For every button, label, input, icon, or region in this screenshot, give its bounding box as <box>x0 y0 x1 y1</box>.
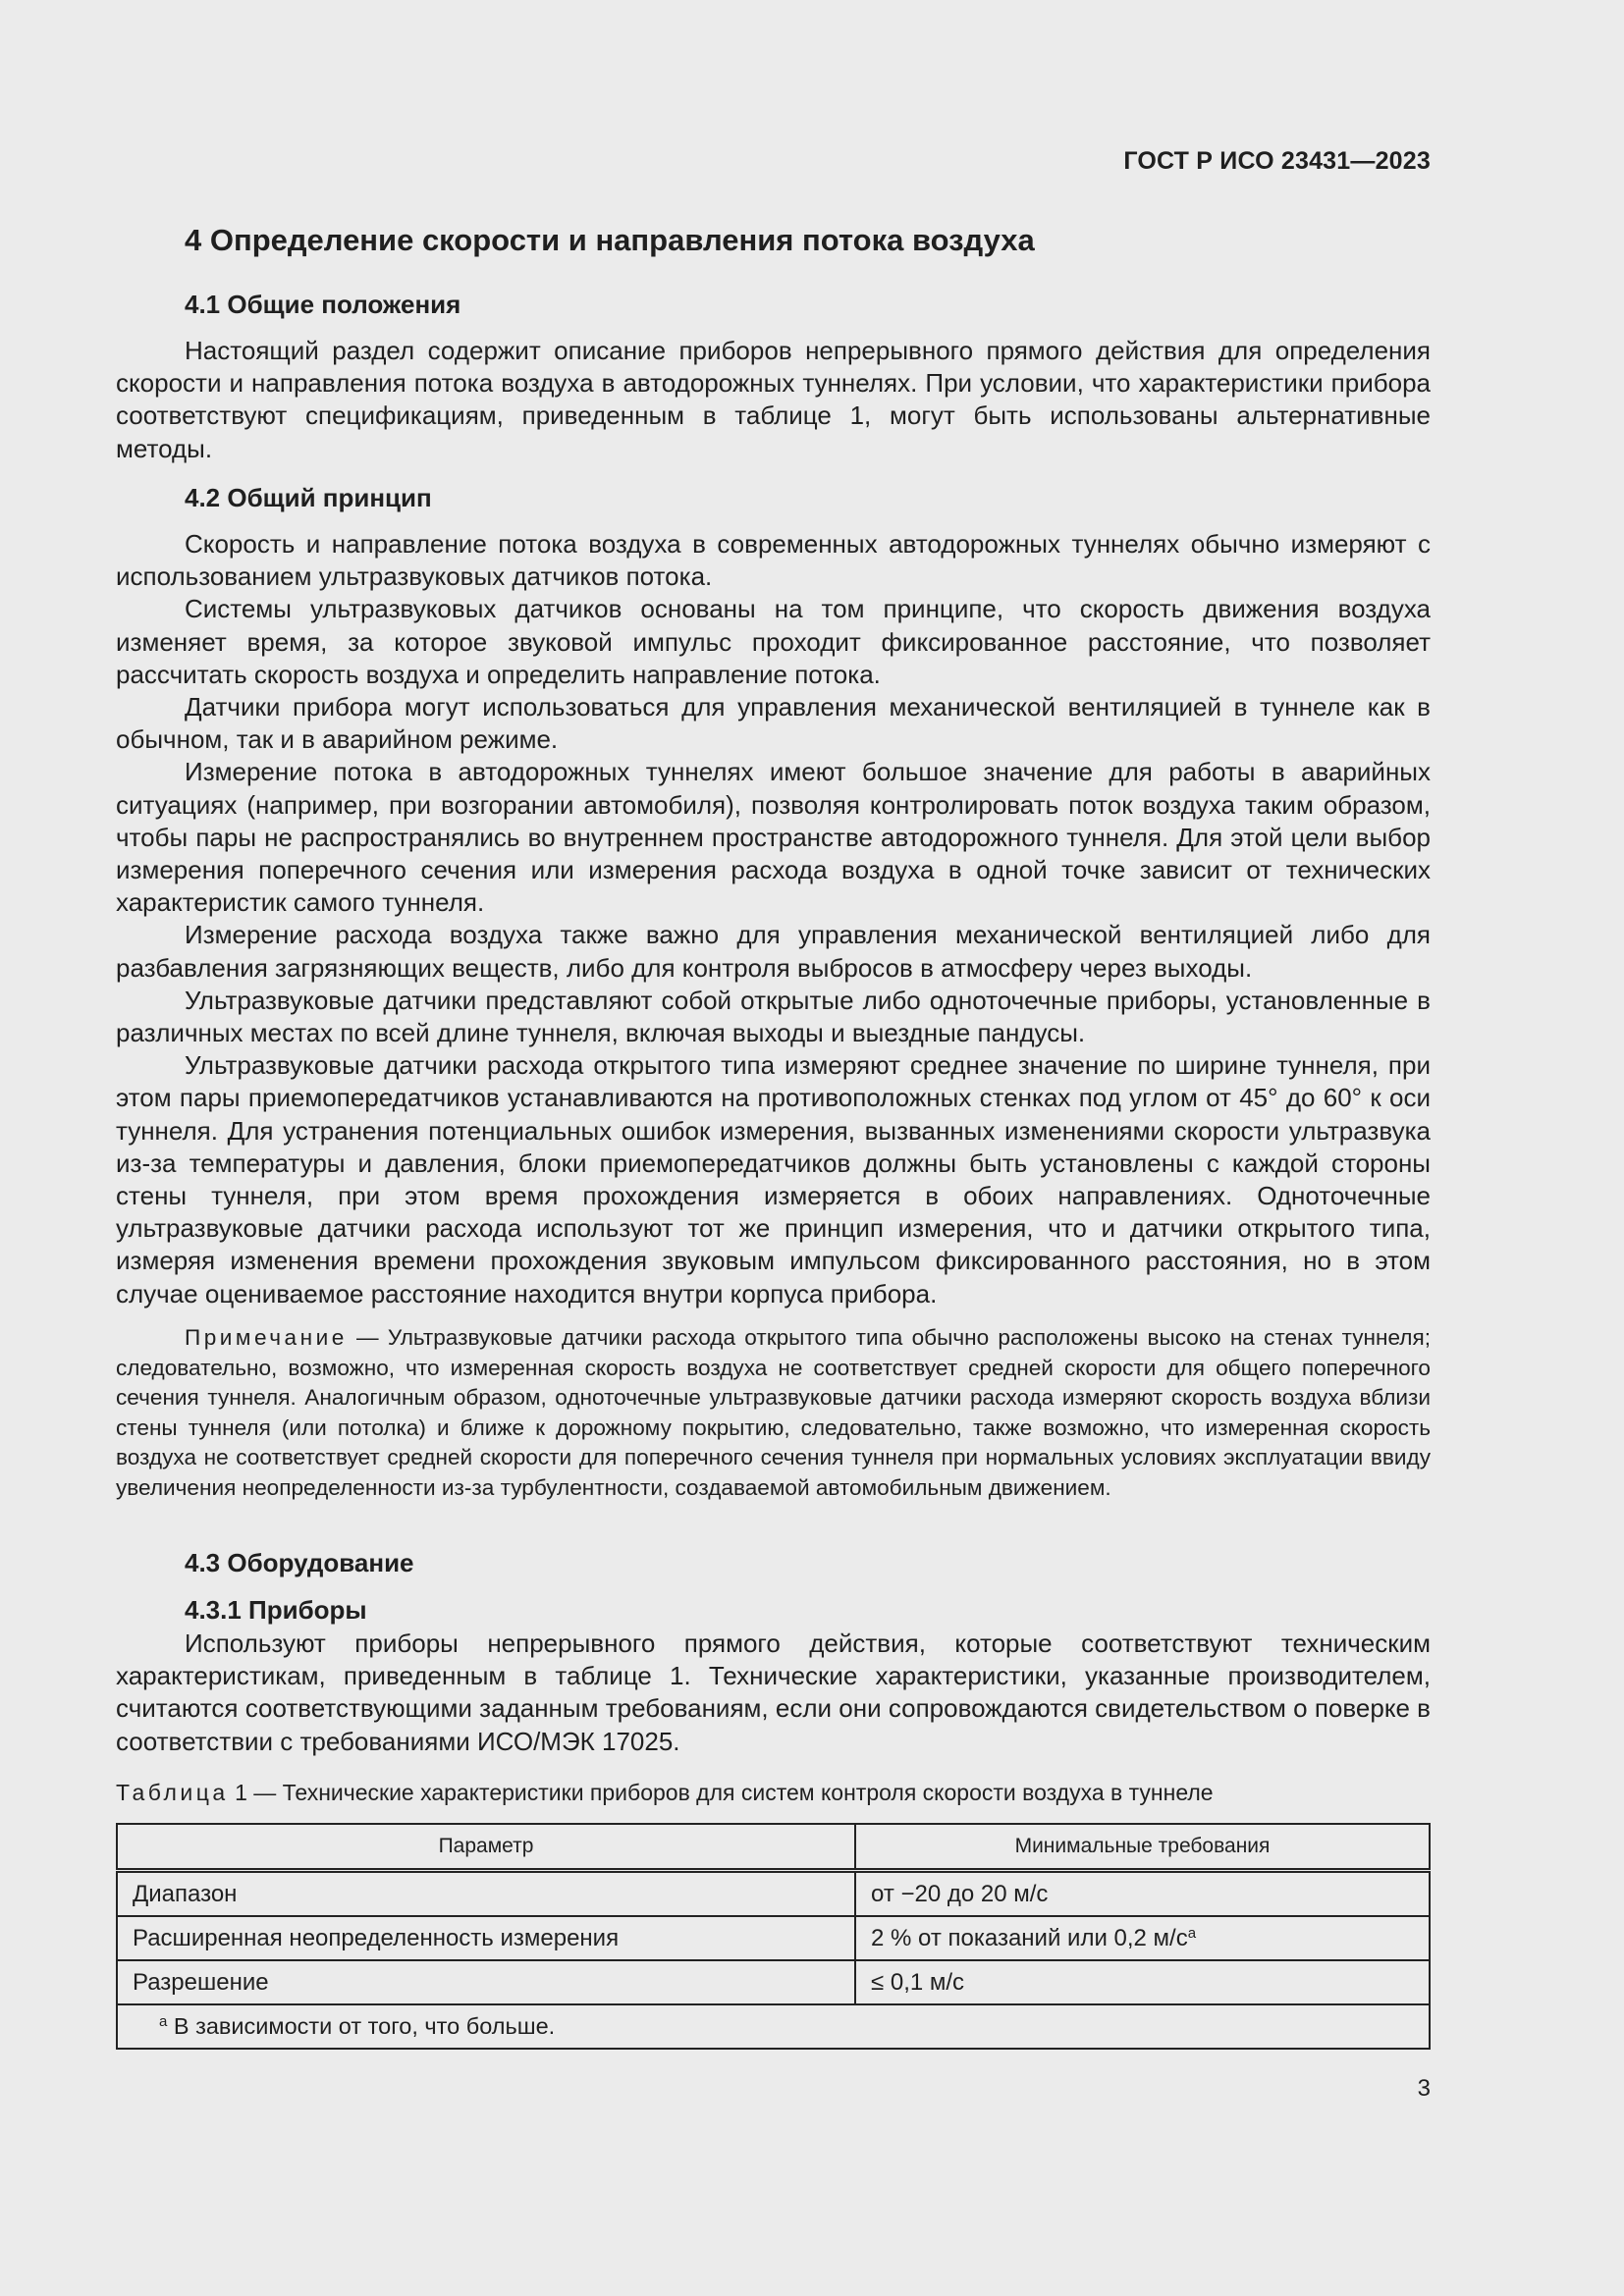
page-number: 3 <box>1417 2075 1431 2102</box>
section-4-3-1-title: 4.3.1 Приборы <box>185 1595 367 1625</box>
footnote-mark: a <box>159 2013 168 2030</box>
table-cell: ≤ 0,1 м/с <box>855 1960 1430 2004</box>
table-row <box>117 1916 1430 1960</box>
paragraph: Ультразвуковые датчики представляют собой открытые либо одноточечные приборы, установленные в различных местах по всей длине туннеля, включая выходы и выездные пандусы. <box>116 985 1431 1048</box>
section-4-3-title: 4.3 Оборудование <box>185 1548 414 1577</box>
table-caption <box>116 1780 1214 1806</box>
table-footnote <box>117 2004 1430 2049</box>
specifications-table <box>116 1823 1431 2050</box>
section-4-3-1-body <box>116 1628 1431 1758</box>
paragraph: Ультразвуковые датчики расхода открытого типа измеряют среднее значение по ширине туннеля, при этом пары приемопередатчиков устанавливаются на противоположных стенках под углом от 45° до 60° к оси туннеля. Для устранения потенциальных ошибок измерения, вызванных изменениями скорости ультразвука из-за температуры и давления, блоки приемопередатчиков должны быть установлены с каждой стороны стены туннеля, при этом время прохождения измеряется в обоих направлениях. Одноточечные ультразвуковые датчики расхода используют тот же принцип измерения, что и датчики открытого типа, измеряя изменения времени прохождения звуковым импульсом фиксированного расстояния, но в этом случае оцениваемое расстояние находится внутри корпуса прибора. <box>116 1050 1431 1308</box>
paragraph: Скорость и направление потока воздуха в современных автодорожных туннелях обычно измеряют с использованием ультразвуковых датчиков потока. <box>116 529 1431 592</box>
table-cell: Расширенная неопределенность измерения <box>117 1916 855 1960</box>
table-label: Таблица <box>116 1780 229 1805</box>
cell-value: 2 % от показаний или 0,2 м/с <box>871 1924 1188 1951</box>
footnote-reference: a <box>1187 1924 1197 1942</box>
table-footnote-row <box>117 2004 1430 2049</box>
table-cell: Разрешение <box>117 1960 855 2004</box>
table-caption-text: 1 — Технические характеристики приборов для систем контроля скорости воздуха в туннеле <box>228 1780 1214 1805</box>
note-text: — Ультразвуковые датчики расхода открытого типа обычно расположены высоко на стенах туннеля; следовательно, возможно, что измеренная скорость воздуха не соответствует средней скорости для общего поперечного сечения туннеля. Аналогичным образом, одноточечные ультразвуковые датчики расхода измеряют скорость воздуха вблизи стены туннеля (или потолка) и ближе к дорожному покрытию, следовательно, также возможно, что измеренная скорость воздуха не соответствует средней скорости для поперечного сечения туннеля при нормальных условиях эксплуатации ввиду увеличения неопределенности из-за турбулентности, создаваемой автомобильным движением. <box>116 1325 1431 1500</box>
section-4-title: 4 Определение скорости и направления потока воздуха <box>185 223 1035 257</box>
section-4-2-title: 4.2 Общий принцип <box>185 483 432 512</box>
paragraph: Системы ультразвуковых датчиков основаны на том принципе, что скорость движения воздуха изменяет время, за которое звуковой импульс проходит фиксированное расстояние, что позволяет рассчитать скорость воздуха и определить направление потока. <box>116 594 1431 689</box>
paragraph: Измерение потока в автодорожных туннелях имеют большое значение для работы в аварийных ситуациях (например, при возгорании автомобиля), позволяя контролировать поток воздуха таким образом, чтобы пары не распространялись во внутреннем пространстве автодорожного туннеля. Для этой цели выбор измерения поперечного сечения или измерения расхода воздуха в одной точке зависит от технических характеристик самого туннеля. <box>116 757 1431 918</box>
section-4-1-title: 4.1 Общие положения <box>185 290 461 319</box>
table-row <box>117 1960 1430 2004</box>
table-row <box>117 1871 1430 1917</box>
paragraph: Измерение расхода воздуха также важно для управления механической вентиляцией либо для разбавления загрязняющих веществ, либо для контроля выбросов в атмосферу через выходы. <box>116 920 1431 983</box>
note-label: Примечание <box>185 1325 348 1350</box>
header-requirements: Минимальные требования <box>855 1824 1430 1871</box>
header-parameter: Параметр <box>117 1824 855 1871</box>
paragraph: Используют приборы непрерывного прямого действия, которые соответствуют техническим характеристикам, приведенным в таблице 1. Технические характеристики, указанные производителем, считаются соответствующими заданным требованиям, если они сопровождаются свидетельством о поверке в соответствии с требованиями ИСО/МЭК 17025. <box>116 1629 1431 1756</box>
table-cell: от −20 до 20 м/с <box>855 1871 1430 1917</box>
table-cell <box>855 1916 1430 1960</box>
paragraph: Настоящий раздел содержит описание приборов непрерывного прямого действия для определения скорости и направления потока воздуха в автодорожных туннелях. При условии, что характеристики прибора соответствуют спецификациям, приведенным в таблице 1, могут быть использованы альтернативные методы. <box>116 336 1431 463</box>
document-id: ГОСТ Р ИСО 23431—2023 <box>1123 147 1431 175</box>
footnote-text: В зависимости от того, что больше. <box>167 2013 556 2039</box>
note-block <box>116 1323 1431 1503</box>
section-4-1-body <box>116 335 1431 465</box>
table-header-row <box>117 1824 1430 1871</box>
section-4-2-body <box>116 528 1431 1310</box>
note-paragraph <box>116 1323 1431 1503</box>
paragraph: Датчики прибора могут использоваться для управления механической вентиляцией в туннеле как в обычном, так и в аварийном режиме. <box>116 692 1431 755</box>
table-cell: Диапазон <box>117 1871 855 1917</box>
